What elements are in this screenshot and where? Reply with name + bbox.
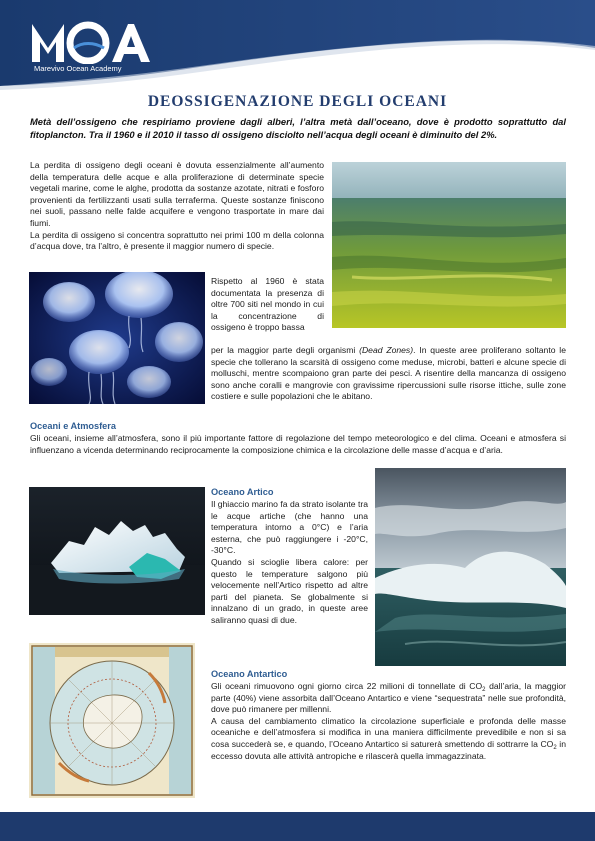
jellyfish-photo xyxy=(29,272,205,404)
section3-text xyxy=(211,499,368,627)
section1-text-side xyxy=(211,276,324,334)
moa-logo-mark xyxy=(30,18,150,64)
section1-paragraph-3: Rispetto al 1960 è stata documentata la presenza di oltre 700 siti nel mondo in cui la concentrazione di ossigeno è troppo bassa xyxy=(211,276,324,333)
moa-logo xyxy=(30,18,160,78)
section3-paragraph-2: Quando si scioglie libera calore: per questo le temperature salgono più velocemente nell’Artico rispetto ad altre parti del pianeta. Se globalmente si innalzano di un grado, in queste aree saliranno quasi di due. xyxy=(211,556,368,625)
section4-paragraph-1: Gli oceani rimuovono ogni giorno circa 22 milioni di tonnellate di $CO_2$ dall’aria, la maggior parte (40%) viene assorbita dall’Oceano Antartico e viene “sequestrata” nelle sue profondità, dove può rimanere per millenni. xyxy=(211,681,567,715)
section1-text-top xyxy=(30,160,324,253)
stormy-wave-photo xyxy=(375,468,566,666)
intro-paragraph: Metà dell’ossigeno che respiriamo proviene dagli alberi, l’altra metà dall’oceano, dove è prodotto soprattutto dal fitoplancton. Tra il 1960 e il 2010 il tasso di ossigeno disciolto nell’acqua degli oceani è diminuito del 2%. xyxy=(30,116,566,140)
header-banner xyxy=(0,0,595,92)
page-title: DEOSSIGENAZIONE DEGLI OCEANI xyxy=(147,93,448,110)
section1-text-bottom xyxy=(211,345,566,403)
logo-subtitle: Marevivo Ocean Academy xyxy=(34,64,122,73)
iceberg-photo xyxy=(29,487,205,615)
section4-heading: Oceano Antartico xyxy=(211,669,288,679)
section1-paragraph-1: La perdita di ossigeno degli oceani è dovuta essenzialmente all’aumento della temperatura delle acque e alla proliferazione di determinate specie vegetali marine, come le alghe, prodotta da sostanze azotate, nitrati e fosforo provenienti da fertilizzanti usati sulla terraferma. Queste sostanze finiscono nei suoli, passano nelle falde acquifere e vengono trasportate in mare dai fiumi. xyxy=(30,160,324,228)
section4-paragraph-2: A causa del cambiamento climatico la circolazione superficiale e profonda delle masse oceaniche e dell’atmosfera si modifica in una maniera difficilmente prevedibile e non si sa cosa succederà se, e quando, l’Oceano Antartico si saturerà smettendo di sottrarre la $CO_2$ in eccesso dovuta alle attività antropiche e rilascerà quella immagazzinata. xyxy=(211,715,566,761)
section3-heading: Oceano Artico xyxy=(211,487,274,497)
footer-band xyxy=(0,812,595,841)
section1-paragraph-2: La perdita di ossigeno si concentra soprattutto nei primi 100 m della colonna d’acqua dove, tra l’altro, è presente il maggior numero di specie. xyxy=(30,229,324,252)
section3-paragraph-1: Il ghiaccio marino fa da strato isolante tra le acque artiche (che hanno una temperatura intorno a 0°C) e l’aria esterna, che può raggiungere i -20°C, -30°C. xyxy=(211,499,368,556)
section1-paragraph-4: per la maggior parte degli organismi (Dead Zones). In queste aree proliferano soltanto le specie che tollerano la scarsità di ossigeno come meduse, microbi, batteri e alcune specie di molluschi, mentre scompaiono gran parte dei pesci. A risentire della mancanza di ossigeno sono anche coralli e mangrovie con gravissime ripercussioni sulle risorse ittiche, sulle zone costiere e sulle popolazioni che le abitano. xyxy=(211,345,566,402)
antarctica-map-illustration xyxy=(29,643,195,798)
dead-zones-term: (Dead Zones) xyxy=(359,345,414,355)
section4-text xyxy=(211,681,566,762)
section2-text: Gli oceani, insieme all’atmosfera, sono il più importante fattore di regolazione del tempo meteorologico e del clima. Oceani e atmosfera si influenzano a vicenda determinando reciprocamente la composizione chimica e la circolazione delle masse d’acqua e d’aria. xyxy=(30,433,566,455)
algae-bloom-photo xyxy=(332,162,566,328)
section2-heading: Oceani e Atmosfera xyxy=(30,421,116,431)
